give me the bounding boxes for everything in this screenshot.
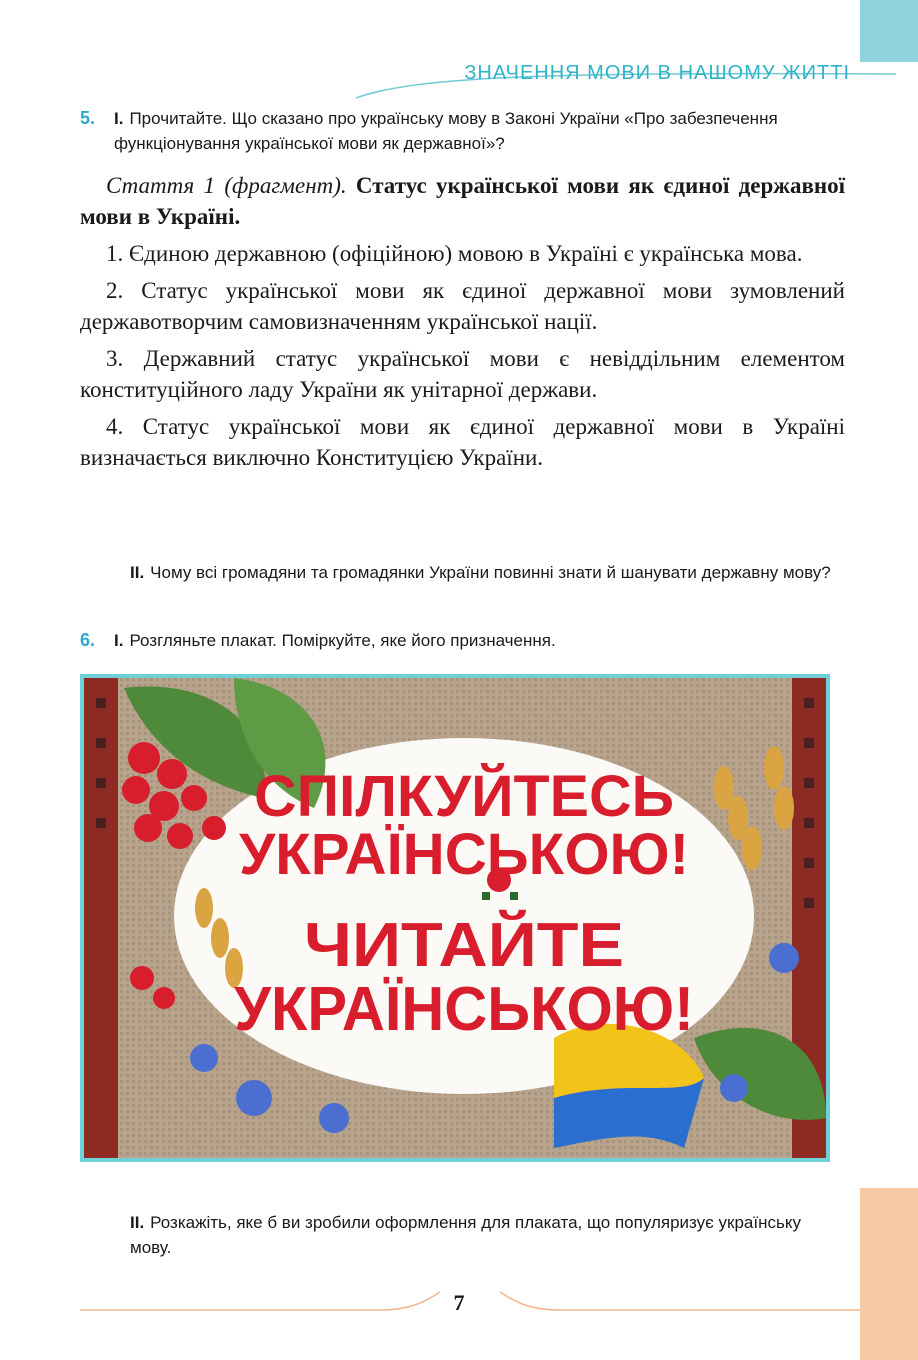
poster-line-2: УКРАЇНСЬКОЮ! [239,822,689,887]
running-title: ЗНАЧЕННЯ МОВИ В НАШОМУ ЖИТТІ [464,62,850,84]
task6-part1-text: Розгляньте плакат. Поміркуйте, яке його призначення. [129,631,556,650]
roman-numeral: I. [114,631,124,650]
embroidery-border-left [84,678,118,1158]
corner-tab-top [860,0,918,62]
task-number: 5. [80,108,96,128]
poster-line-1: СПІЛКУЙТЕСЬ [254,764,674,829]
poster-line-4: УКРАЇНСЬКОЮ! [234,975,694,1044]
article-item: 4. Статус української мови як єдиної державної мови в Україні визначається виключно Конституцією України. [80,414,845,470]
poster-line-3: ЧИТАЙТЕ [304,911,595,980]
article-item: 1. Єдиною державною (офіційною) мовою в Україні є українська мова. [106,241,803,266]
page-number: 7 [453,1290,465,1315]
article-fragment: (фрагмент). [224,173,347,198]
poster-illustration [84,678,826,1158]
poster [80,674,830,1162]
task6-part2 [130,1210,846,1260]
article-item: 3. Державний статус української мови є невіддільним елементом конституційного ладу України як унітарної держави. [80,346,845,402]
article-title: Статус української мови як єдиної державної мови в Україні. [80,173,846,229]
law-article [80,170,845,479]
article-label: Стаття 1 [106,173,216,198]
roman-numeral: II. [130,1213,145,1232]
task5-part1-text: Прочитайте. Що сказано про українську мову в Законі України «Про забезпечення функціонування української мови як державної»? [114,109,778,153]
task-number: 6. [80,630,96,650]
task5-part1 [114,106,846,156]
roman-numeral: I. [114,109,124,128]
article-item: 2. Статус української мови як єдиної державної мови зумовлений державотворчим самовизначенням української нації. [80,278,845,334]
roman-numeral: II. [130,563,145,582]
task6-part2-text: Розкажіть, яке б ви зробили оформлення для плаката, що популяризує українську мову. [130,1213,801,1257]
task5-part2-text: Чому всі громадяни та громадянки України повинні знати й шанувати державну мову? [150,563,831,582]
task6-part1 [114,628,846,653]
corner-tab-bottom [860,1188,918,1360]
task5-part2 [130,560,846,585]
